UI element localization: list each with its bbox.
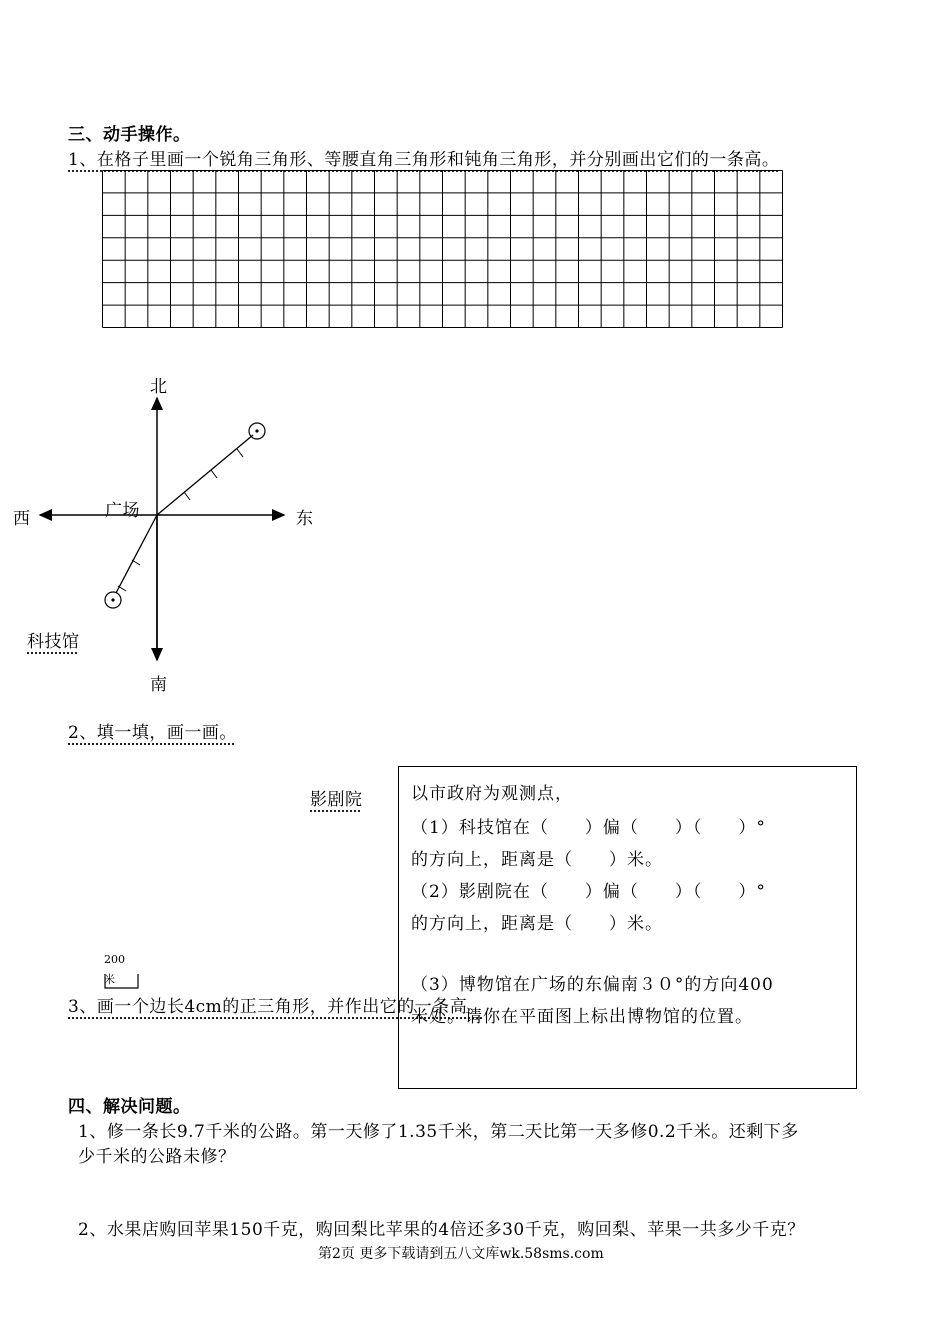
section3-q2: 2、填一填，画一画。 [68, 723, 237, 743]
theater-label: 影剧院 [310, 790, 363, 810]
section3-q1: 1、在格子里画一个锐角三角形、等腰直角三角形和钝角三角形，并分别画出它们的一条高。 [68, 150, 780, 170]
section4-q2: 2、水果店购回苹果150千克，购回梨比苹果的4倍还多30千克，购回梨、苹果一共多少千克？ [78, 1220, 805, 1240]
box-line-2: 的方向上，距离是（ ）米。 [411, 850, 663, 870]
page-footer: 第2页 更多下载请到五八文库wk.58sms.com [318, 1246, 604, 1262]
section3-heading: 三、动手操作。 [68, 125, 191, 145]
science-museum-label: 科技馆 [27, 632, 80, 652]
box-line-4: 的方向上，距离是（ ）米。 [411, 914, 663, 934]
box-line-3: （2）影剧院在（ ）偏（ ）（ ）° [411, 882, 766, 902]
scale-value: 200 [104, 953, 125, 966]
scale-unit: 米 [104, 973, 115, 986]
section3-q3: 3、画一个边长4cm的正三角形，并作出它的一条高。 [68, 997, 485, 1017]
scale-bar [104, 972, 140, 990]
section4-heading: 四、解决问题。 [68, 1097, 191, 1117]
section4-q1-line1: 1、修一条长9.7千米的公路。第一天修了1.35千米，第二天比第一天多修0.2千米。还剩下多 [78, 1122, 799, 1142]
south-label: 南 [150, 675, 168, 695]
east-label: 东 [296, 509, 314, 529]
question-box [398, 766, 857, 1089]
line-to-theater [157, 435, 253, 515]
west-label: 西 [13, 509, 31, 529]
plaza-label: 广场 [105, 501, 140, 521]
line-to-science-museum [116, 515, 157, 593]
drawing-grid[interactable] [102, 170, 784, 330]
box-line-1: （1）科技馆在（ ）偏（ ）（ ）° [411, 818, 766, 838]
section4-q1-line2: 少千米的公路未修？ [78, 1147, 236, 1167]
box-line-5: （3）博物馆在广场的东偏南３０°的方向400 [411, 975, 774, 995]
box-intro: 以市政府为观测点， [411, 784, 573, 804]
box-line-6: 米处。请你在平面图上标出博物馆的位置。 [411, 1007, 753, 1027]
north-label: 北 [150, 377, 168, 397]
